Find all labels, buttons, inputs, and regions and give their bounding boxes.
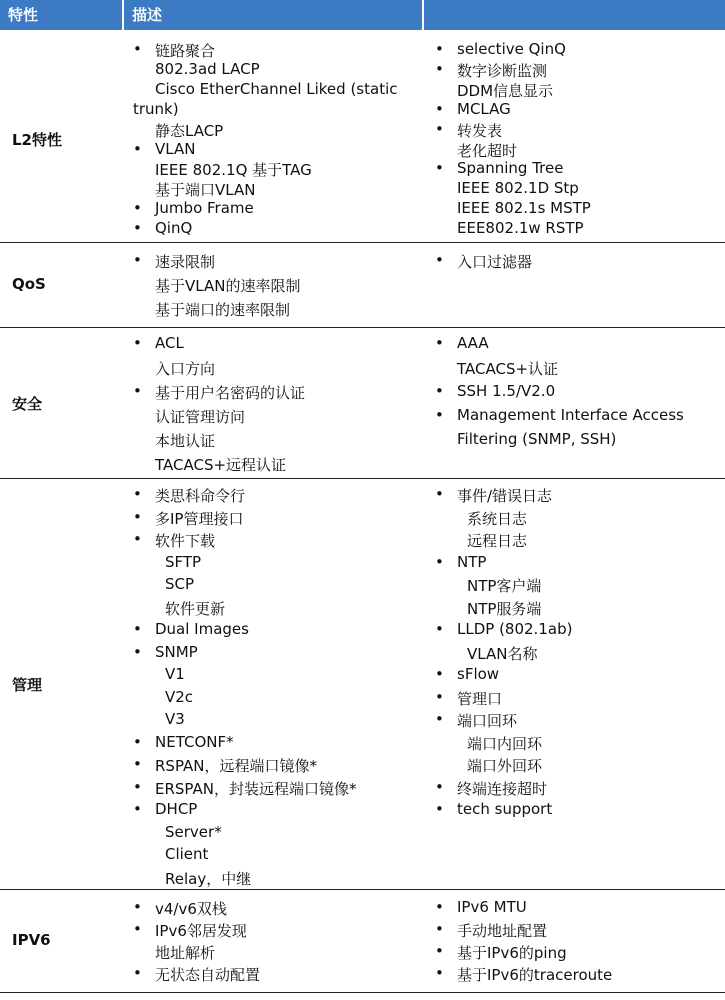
list-item: Filtering (SNMP, SSH) [457,430,617,448]
list-item: SCP [165,575,195,593]
list-item: 系统日志 [467,509,528,528]
row-label: L2特性 [12,131,62,149]
header-feature [0,0,122,30]
list-item: LLDP (802.1ab) [457,620,573,638]
list-item: EEE802.1w RSTP [457,219,584,238]
bullet-icon: • [435,382,444,400]
list-item: ACL [155,334,184,352]
bullet-icon: • [435,59,444,78]
row-divider [0,478,725,479]
list-item: 管理口 [457,689,503,708]
list-item: 认证管理访问 [155,408,246,426]
list-item: SNMP [155,642,198,661]
list-item: ERSPAN，封装远程端口镜像* [155,779,357,798]
list-item: Cisco EtherChannel Liked (static [155,79,398,98]
list-item: Client [165,845,209,863]
list-item: Dual Images [155,620,249,638]
row-divider [0,889,725,890]
list-item: 基于IPv6的ping [457,944,567,962]
bullet-icon: • [133,964,142,982]
bullet-icon: • [133,40,142,58]
bullet-icon: • [435,964,444,982]
bullet-icon: • [435,334,444,352]
list-item: TACACS+认证 [457,360,559,378]
header-extra-label [424,6,432,24]
header-feature-label: 特性 [8,6,39,24]
list-item: VLAN名称 [467,644,538,663]
list-item: Relay，中继 [165,869,252,888]
bullet-icon: • [435,777,444,796]
bullet-icon: • [435,251,444,269]
bullet-icon: • [133,755,142,773]
list-item: 802.3ad LACP [155,59,260,78]
list-item: V3 [165,710,185,728]
bullet-icon: • [133,777,142,796]
bullet-icon: • [435,920,444,938]
list-item: MCLAG [457,99,511,118]
bullet-icon: • [133,251,142,269]
list-item: Spanning Tree [457,159,564,178]
list-item: RSPAN，远程端口镜像* [155,757,318,775]
header-description-label: 描述 [132,6,163,24]
list-item: 转发表 [457,121,503,140]
row-label: 安全 [12,395,43,413]
list-item: 手动地址配置 [457,922,548,940]
list-item: VLAN [155,139,196,158]
list-item: IEEE 802.1s MSTP [457,199,591,218]
list-item: sFlow [457,665,500,683]
list-item: NTP [457,552,487,571]
list-item: AAA [457,334,489,352]
bullet-icon: • [435,665,444,683]
bullet-icon: • [435,687,444,706]
list-item: v4/v6双栈 [155,900,227,918]
list-item: 端口回环 [457,712,518,730]
list-item: 地址解析 [155,944,216,962]
list-item: 数字诊断监测 [457,61,548,80]
list-item: 本地认证 [155,432,216,450]
list-item: 基于用户名密码的认证 [155,384,306,402]
bullet-icon: • [435,942,444,960]
list-item: 基于端口VLAN [155,181,256,200]
list-item: trunk) [133,99,179,118]
list-item: IPv6邻居发现 [155,922,247,940]
bullet-icon: • [133,382,142,400]
list-item: 多IP管理接口 [155,509,244,528]
list-item: DDM信息显示 [457,81,554,100]
list-item: IEEE 802.1Q 基于TAG [155,161,312,180]
header-description [124,0,422,30]
bullet-icon: • [435,159,444,178]
list-item: DHCP [155,800,198,818]
bullet-icon: • [435,40,444,58]
list-item: V2c [165,687,194,706]
list-item: 基于端口的速率限制 [155,301,291,319]
list-item: 静态LACP [155,121,224,140]
bullet-icon: • [435,898,444,916]
list-item: NETCONF* [155,732,234,751]
list-item: 速录限制 [155,253,216,271]
list-item: 终端连接超时 [457,779,548,798]
list-item: Jumbo Frame [155,199,254,218]
bullet-icon: • [133,800,142,818]
bullet-icon: • [133,732,142,751]
list-item: Server* [165,822,222,841]
row-divider [0,327,725,328]
list-item: 无状态自动配置 [155,966,261,984]
bullet-icon: • [133,199,142,218]
row-label: IPV6 [12,931,51,949]
bullet-icon: • [133,139,142,158]
bullet-icon: • [133,334,142,352]
bullet-icon: • [133,920,142,938]
bullet-icon: • [435,99,444,118]
list-item: IEEE 802.1D Stp [457,179,579,198]
list-item: V1 [165,665,185,683]
list-item: IPv6 MTU [457,898,527,916]
list-item: 软件下载 [155,532,216,550]
list-item: SFTP [165,552,202,571]
bullet-icon: • [435,800,444,818]
bullet-icon: • [133,485,142,503]
list-item: 端口内回环 [467,734,543,753]
bullet-icon: • [435,552,444,571]
list-item: SSH 1.5/V2.0 [457,382,556,400]
bullet-icon: • [133,898,142,916]
bullet-icon: • [435,620,444,638]
bullet-icon: • [133,219,142,238]
list-item: tech support [457,800,553,818]
list-item: TACACS+远程认证 [155,456,287,474]
list-item: 链路聚合 [155,42,216,60]
row-label: QoS [12,275,46,293]
bullet-icon: • [133,507,142,526]
bullet-icon: • [435,485,444,503]
bullet-icon: • [133,620,142,638]
list-item: Management Interface Access [457,406,684,424]
list-item: 入口过滤器 [457,253,533,271]
bullet-icon: • [133,642,142,661]
bullet-icon: • [435,119,444,138]
header-extra [424,0,725,30]
list-item: 类思科命令行 [155,487,246,505]
bullet-icon: • [435,710,444,728]
list-item: 端口外回环 [467,757,543,775]
bullet-icon: • [133,530,142,548]
list-item: 基于VLAN的速率限制 [155,277,301,295]
list-item: 事件/错误日志 [457,487,553,505]
list-item: QinQ [155,219,193,238]
list-item: NTP客户端 [467,577,542,595]
bullet-icon: • [435,406,444,424]
list-item: NTP服务端 [467,599,542,618]
list-item: 远程日志 [467,532,528,550]
row-divider [0,992,725,993]
list-item: selective QinQ [457,40,566,58]
list-item: 入口方向 [155,360,216,378]
list-item: 基于IPv6的traceroute [457,966,613,984]
list-item: 软件更新 [165,599,226,618]
list-item: 老化超时 [457,141,518,160]
row-label: 管理 [12,676,43,694]
row-divider [0,242,725,243]
